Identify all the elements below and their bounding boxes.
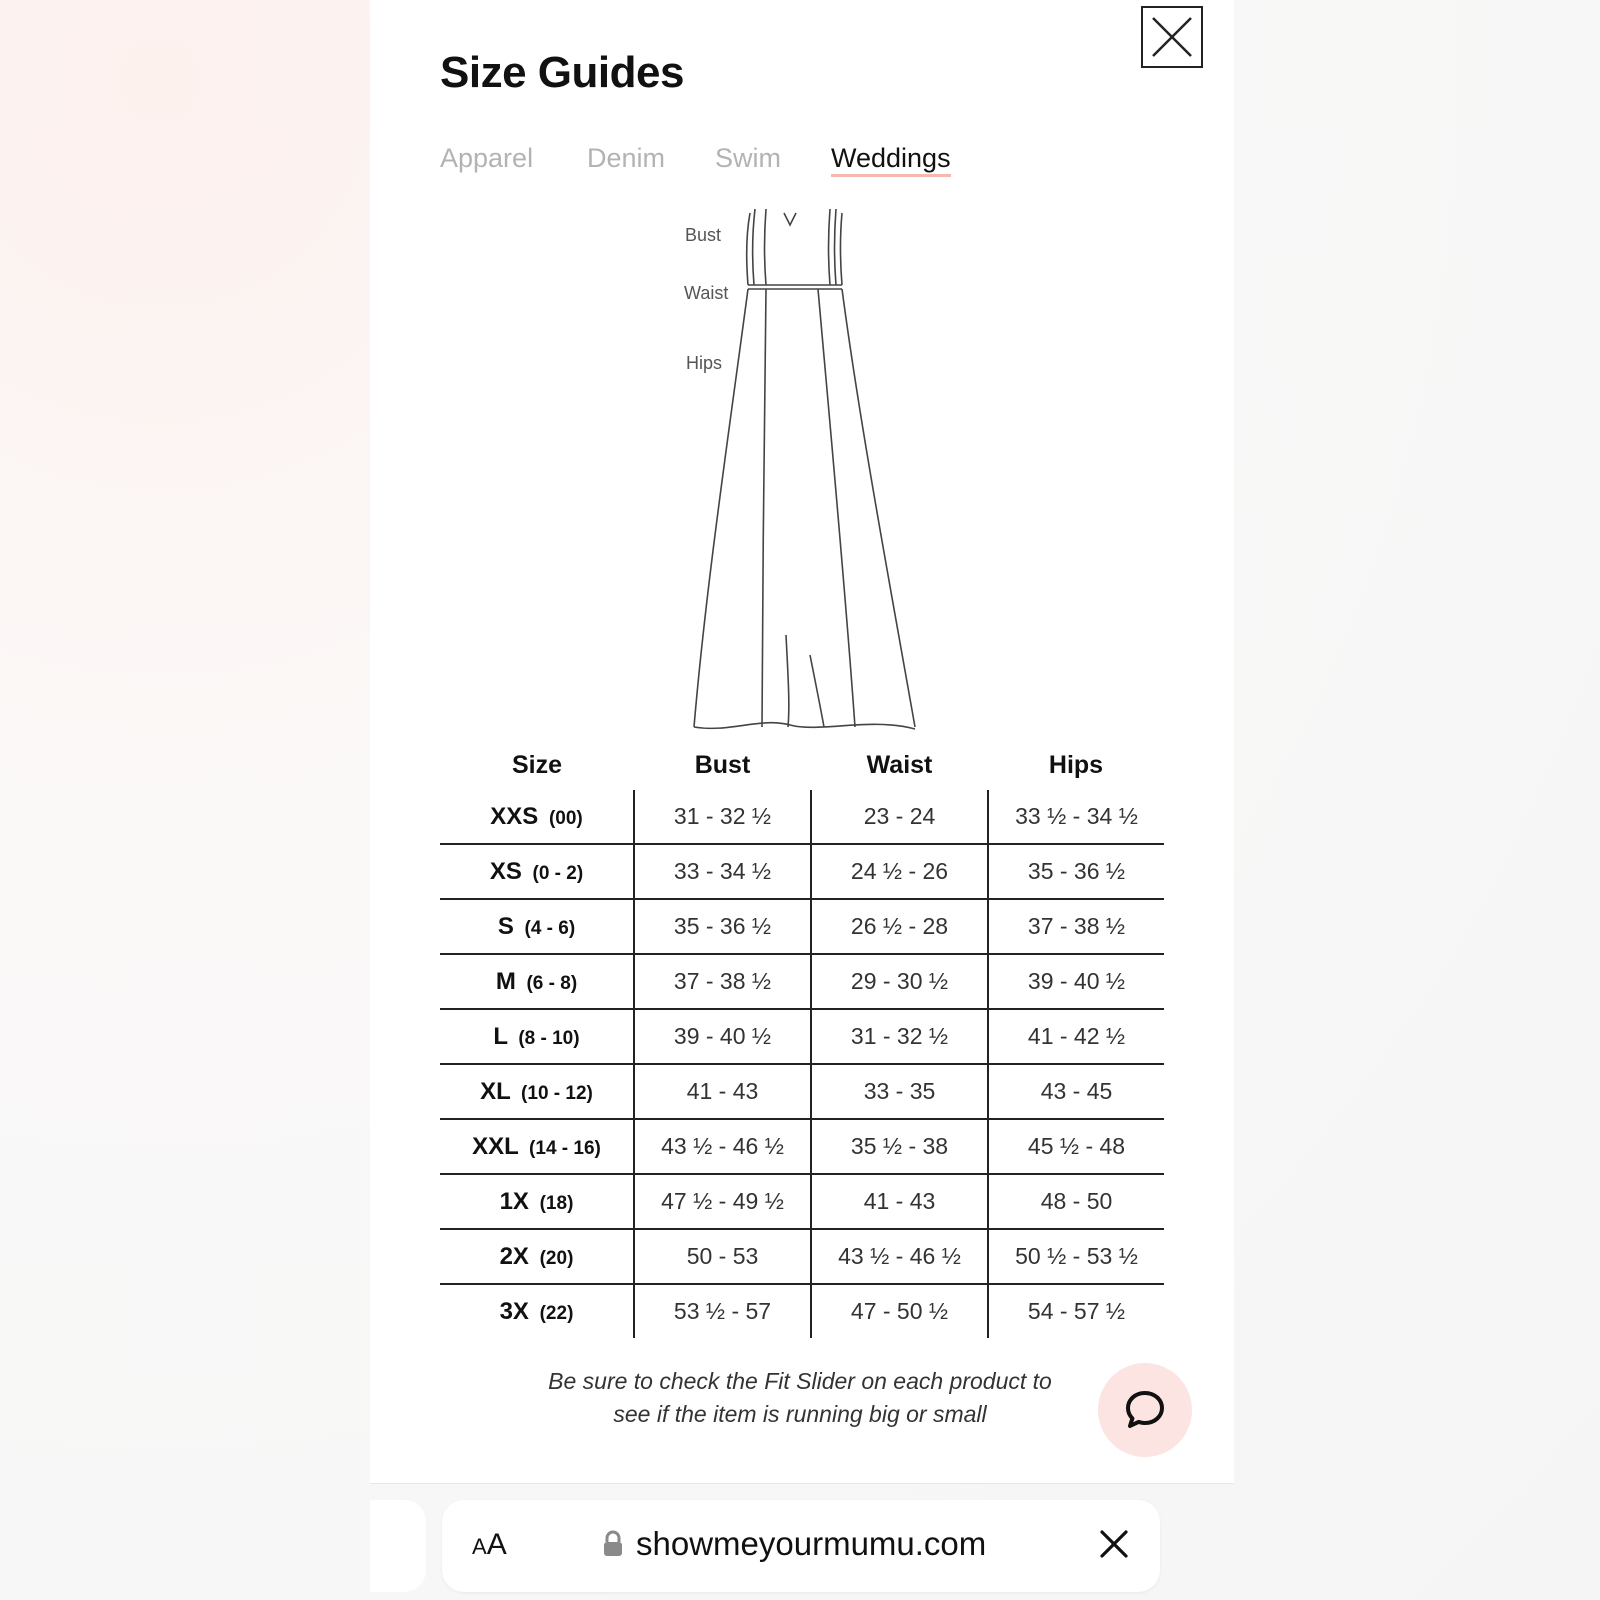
- waist-cell: 29 - 30 ½: [811, 954, 988, 1009]
- chat-icon: [1123, 1388, 1167, 1432]
- bust-cell: 43 ½ - 46 ½: [634, 1119, 811, 1174]
- table-row: [440, 954, 1164, 1009]
- page-title: Size Guides: [440, 48, 684, 97]
- waist-column-header: Waist: [866, 750, 933, 779]
- size-cell: M (6 - 8): [440, 954, 634, 1009]
- tab-denim[interactable]: Denim: [587, 143, 666, 173]
- tab-weddings[interactable]: Weddings: [831, 143, 951, 173]
- table-row: [440, 790, 1164, 844]
- previous-tab-edge[interactable]: [370, 1500, 426, 1592]
- size-cell: 3X (22): [499, 1297, 574, 1325]
- size-cell: XXL (14 - 16): [440, 1119, 634, 1174]
- bust-cell: 47 ½ - 49 ½: [634, 1174, 811, 1229]
- bust-cell: 53 ½ - 57: [634, 1284, 811, 1338]
- bust-cell: 50 - 53: [634, 1229, 811, 1284]
- hips-cell: 48 - 50: [988, 1174, 1164, 1229]
- waist-cell: 43 ½ - 46 ½: [811, 1229, 988, 1284]
- table-row: [440, 1119, 1164, 1174]
- table-row: [440, 899, 1164, 954]
- size-column-header: Size: [511, 750, 563, 779]
- close-button[interactable]: [1141, 6, 1203, 68]
- url-text[interactable]: showmeyourmumu.com: [636, 1525, 987, 1562]
- bust-cell: 33 - 34 ½: [634, 844, 811, 899]
- table-row: [440, 1229, 1164, 1284]
- table-row: [440, 1064, 1164, 1119]
- dress-drawing: [670, 205, 940, 745]
- hips-cell: 35 - 36 ½: [988, 844, 1164, 899]
- hips-cell: 54 - 57 ½: [988, 1284, 1164, 1338]
- close-icon: [1150, 15, 1194, 59]
- bust-cell: 37 - 38 ½: [634, 954, 811, 1009]
- clear-url-icon[interactable]: [1098, 1528, 1130, 1560]
- size-cell: 1X (18): [440, 1174, 634, 1229]
- bust-label: Bust: [685, 225, 722, 245]
- hips-cell: 39 - 40 ½: [988, 954, 1164, 1009]
- hips-cell: 43 - 45: [988, 1064, 1164, 1119]
- browser-address-bar[interactable]: [442, 1500, 1160, 1592]
- bust-cell: 39 - 40 ½: [634, 1009, 811, 1064]
- text-size-button[interactable]: AA: [472, 1528, 507, 1561]
- tab-swim[interactable]: Swim: [715, 143, 781, 173]
- bust-column-header: Bust: [694, 750, 751, 779]
- table-row: [440, 1009, 1164, 1064]
- waist-cell: 35 ½ - 38: [811, 1119, 988, 1174]
- table-row: [440, 844, 1164, 899]
- waist-cell: 33 - 35: [811, 1064, 988, 1119]
- bust-cell: 31 - 32 ½: [634, 790, 811, 844]
- hips-cell: 41 - 42 ½: [988, 1009, 1164, 1064]
- size-cell: S (4 - 6): [440, 899, 634, 954]
- table-row: [440, 1174, 1164, 1229]
- waist-cell: 31 - 32 ½: [811, 1009, 988, 1064]
- bust-cell: 41 - 43: [634, 1064, 811, 1119]
- hips-cell: 50 ½ - 53 ½: [988, 1229, 1164, 1284]
- waist-cell: 24 ½ - 26: [811, 844, 988, 899]
- table-row: [440, 1284, 1164, 1338]
- hips-cell: 37 - 38 ½: [988, 899, 1164, 954]
- waist-label: Waist: [684, 283, 729, 303]
- size-cell: XL (10 - 12): [440, 1064, 634, 1119]
- size-cell: 2X (20): [440, 1229, 634, 1284]
- size-cell: XS (0 - 2): [440, 844, 634, 899]
- size-chart-table: [440, 740, 1164, 1338]
- lock-icon: [602, 1530, 624, 1558]
- hips-cell: 33 ½ - 34 ½: [988, 790, 1164, 844]
- bust-cell: 35 - 36 ½: [634, 899, 811, 954]
- tab-apparel[interactable]: Apparel: [440, 143, 534, 173]
- hips-column-header: Hips: [1048, 750, 1104, 779]
- hips-label: Hips: [686, 353, 723, 373]
- waist-cell: 47 - 50 ½: [811, 1284, 988, 1338]
- size-cell: L (8 - 10): [440, 1009, 634, 1064]
- chat-button[interactable]: [1098, 1363, 1192, 1457]
- waist-cell: 26 ½ - 28: [811, 899, 988, 954]
- size-cell: XXS (00): [440, 790, 634, 844]
- waist-cell: 23 - 24: [811, 790, 988, 844]
- hips-cell: 45 ½ - 48: [988, 1119, 1164, 1174]
- fit-slider-note: Be sure to check the Fit Slider on each product to see if the item is running big or small: [548, 1368, 1052, 1427]
- table-header-row: [440, 740, 1164, 790]
- waist-cell: 41 - 43: [811, 1174, 988, 1229]
